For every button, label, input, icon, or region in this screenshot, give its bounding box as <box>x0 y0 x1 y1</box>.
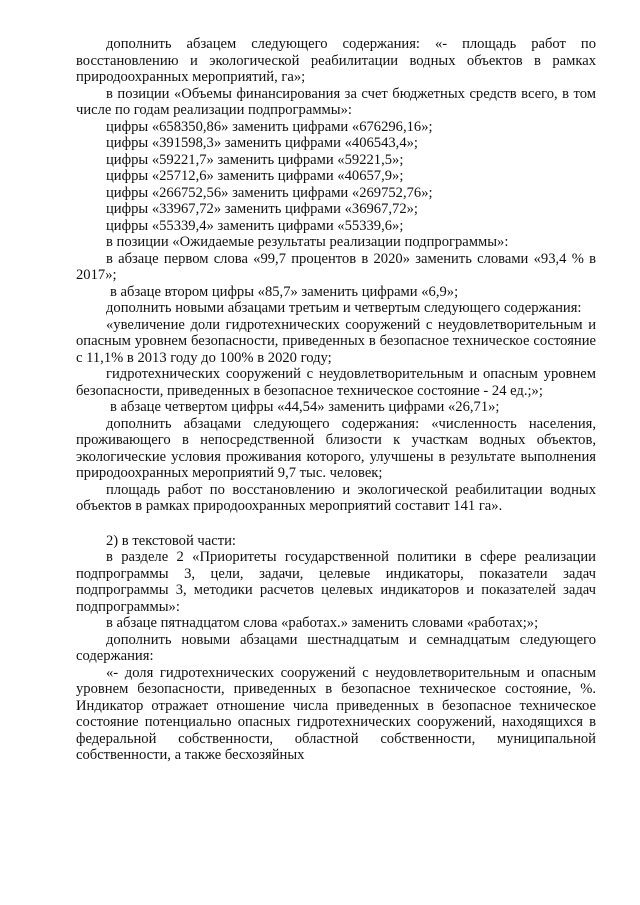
paragraph-figures-6: цифры «33967,72» заменить цифрами «36967,72»; <box>106 201 418 217</box>
paragraph-figures-3: цифры «59221,7» заменить цифрами «59221,5»; <box>106 151 404 168</box>
paragraph-fifteenth-abzac: в абзаце пятнадцатом слова «работах.» заменить словами «работах;»; <box>106 615 539 631</box>
paragraph-first-abzac: в абзаце первом слова «99,7 процентов в 2020» заменить словами «93,4 % в 2017»; <box>76 250 596 283</box>
paragraph-figures-7: цифры «55339,4» заменить цифрами «55339,6»; <box>106 217 404 234</box>
paragraph-add-third-fourth: дополнить новыми абзацами третьим и четвертым следующего содержания: <box>106 300 582 316</box>
paragraph-figures-5: цифры «266752,56» заменить цифрами «269752,76»; <box>106 184 433 201</box>
paragraph-text-part: 2) в текстовой части: <box>106 532 236 549</box>
paragraph-hydro-structures: гидротехнических сооружений с неудовлетворительным и опасным уровнем безопасности, приведенных в безопасное техническое состояние - 24 ед.;»; <box>76 366 596 399</box>
paragraph-figures-2: цифры «391598,3» заменить цифрами «406543,4»; <box>106 135 418 151</box>
paragraph-section-2: в разделе 2 «Приоритеты государственной политики в сфере реализации подпрограммы 3, цели, задачи, целевые индикаторы, показатели задач подпрограммы 3, методики расчетов целевых индикаторов и показателей задач подпрограммы»: <box>76 549 596 615</box>
paragraph-figures-1: цифры «658350,86» заменить цифрами «676296,16»; <box>106 118 433 135</box>
paragraph-area-result: площадь работ по восстановлению и экологической реабилитации водных объектов в рамках природоохранных мероприятий составит 141 га». <box>76 481 596 514</box>
paragraph-population: дополнить абзацами следующего содержания: «численность населения, проживающего в непосредственной близости к участкам водных объектов, экологические условия проживания которого, улучшены в результате выполнения природоохранных мероприятий 9,7 тыс. человек; <box>76 415 596 481</box>
paragraph-financing-position: в позиции «Объемы финансирования за счет бюджетных средств всего, в том числе по годам реализации подпрограммы»: <box>76 85 596 118</box>
section-gap <box>76 515 596 533</box>
paragraph-share-indicator: «- доля гидротехнических сооружений с неудовлетворительным и опасным уровнем безопасности, приведенных в безопасное техническое состояние, %. Индикатор отражает отношение числа приведенных в безопасное техническое состояние потенциально опасных гидротехнических сооружений, находящихся в федеральной собственности, областной собственности, муниципальной собственности, а также бесхозяйных <box>76 664 596 763</box>
paragraph-second-abzac: в абзаце втором цифры «85,7» заменить цифрами «6,9»; <box>110 283 459 300</box>
paragraph-increase-share: «увеличение доли гидротехнических сооружений с неудовлетворительным и опасным уровнем безопасности, приведенных в безопасное техническое состояние с 11,1% в 2013 году до 100% в 2020 году; <box>76 316 596 366</box>
paragraph-add-area-indicator: дополнить абзацем следующего содержания: «- площадь работ по восстановлению и экологической реабилитации водных объектов в рамках природоохранных мероприятий, га»; <box>76 36 596 85</box>
paragraph-figures-4: цифры «25712,6» заменить цифрами «40657,9»; <box>106 168 404 184</box>
document-body <box>76 36 596 764</box>
paragraph-expected-results: в позиции «Ожидаемые результаты реализации подпрограммы»: <box>106 234 509 250</box>
paragraph-fourth-abzac: в абзаце четвертом цифры «44,54» заменить цифрами «26,71»; <box>110 399 500 415</box>
paragraph-add-sixteenth-seventeenth: дополнить новыми абзацами шестнадцатым и семнадцатым следующего содержания: <box>76 631 596 664</box>
